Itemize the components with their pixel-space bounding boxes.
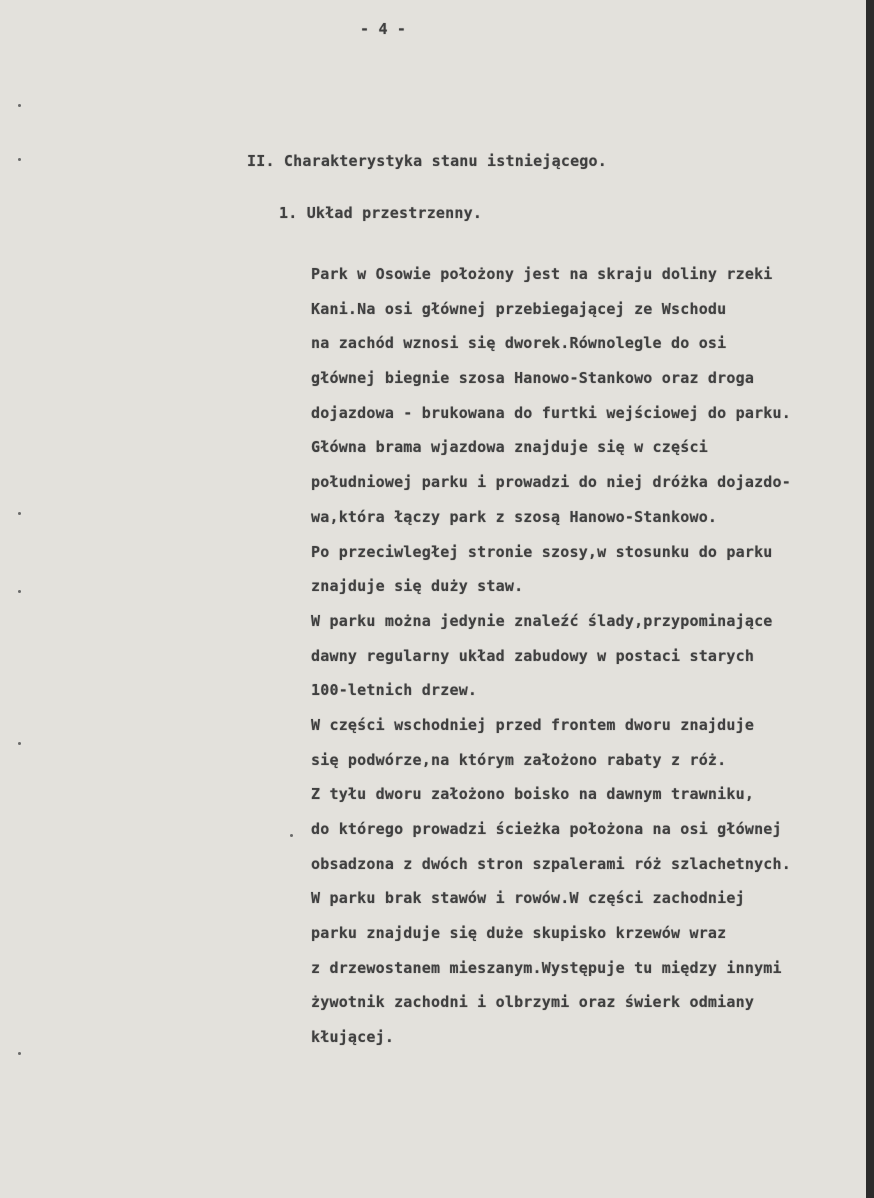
text-line: W parku można jedynie znaleźć ślady,przypominające — [311, 611, 773, 630]
text-line: Kani.Na osi głównej przebiegającej ze Wschodu — [311, 299, 727, 318]
page-edge-shadow — [866, 0, 874, 1198]
text-line: na zachód wznosi się dworek.Równolegle do osi — [311, 334, 727, 353]
text-line: się podwórze,na którym założono rabaty z róż. — [311, 750, 727, 769]
text-line: do którego prowadzi ścieżka położona na osi głównej — [311, 820, 782, 838]
text-line: 100-letnich drzew. — [311, 681, 478, 700]
margin-speck — [290, 834, 293, 837]
text-line: głównej biegnie szosa Hanowo-Stankowo oraz droga — [311, 369, 755, 388]
text-line: Park w Osowie położony jest na skraju doliny rzeki — [311, 265, 773, 283]
text-line: dawny regularny układ zabudowy w postaci starych — [311, 646, 755, 665]
text-line: Po przeciwległej stronie szosy,w stosunku do parku — [311, 542, 773, 561]
text-line: wa,która łączy park z szosą Hanowo-Stankowo. — [311, 507, 718, 526]
margin-speck — [18, 1052, 21, 1055]
body-text — [311, 262, 791, 1060]
margin-speck — [18, 590, 21, 593]
text-line: parku znajduje się duże skupisko krzewów wraz — [311, 924, 727, 943]
subsection-heading: 1. Układ przestrzenny. — [279, 204, 483, 222]
margin-speck — [18, 158, 21, 161]
section-heading: II. Charakterystyka stanu istniejącego. — [247, 152, 607, 170]
page-number: - 4 - — [360, 20, 407, 38]
text-line: południowej parku i prowadzi do niej dróżka dojazdo- — [311, 473, 791, 492]
text-line: dojazdowa - brukowana do furtki wejściowej do parku. — [311, 403, 791, 422]
margin-speck — [18, 512, 21, 515]
text-line: z drzewostanem mieszanym.Występuje tu między innymi — [311, 958, 782, 977]
text-line: Główna brama wjazdowa znajduje się w części — [311, 438, 708, 457]
text-line: kłującej. — [311, 1028, 395, 1047]
margin-speck — [18, 742, 21, 745]
text-line: obsadzona z dwóch stron szpalerami róż szlachetnych. — [311, 854, 791, 873]
text-line: Z tyłu dworu założono boisko na dawnym trawniku, — [311, 785, 755, 804]
margin-speck — [18, 104, 21, 107]
text-line: W części wschodniej przed frontem dworu znajduje — [311, 715, 755, 734]
text-line: znajduje się duży staw. — [311, 577, 524, 596]
text-line: W parku brak stawów i rowów.W części zachodniej — [311, 889, 745, 908]
text-line: żywotnik zachodni i olbrzymi oraz świerk odmiany — [311, 993, 755, 1012]
